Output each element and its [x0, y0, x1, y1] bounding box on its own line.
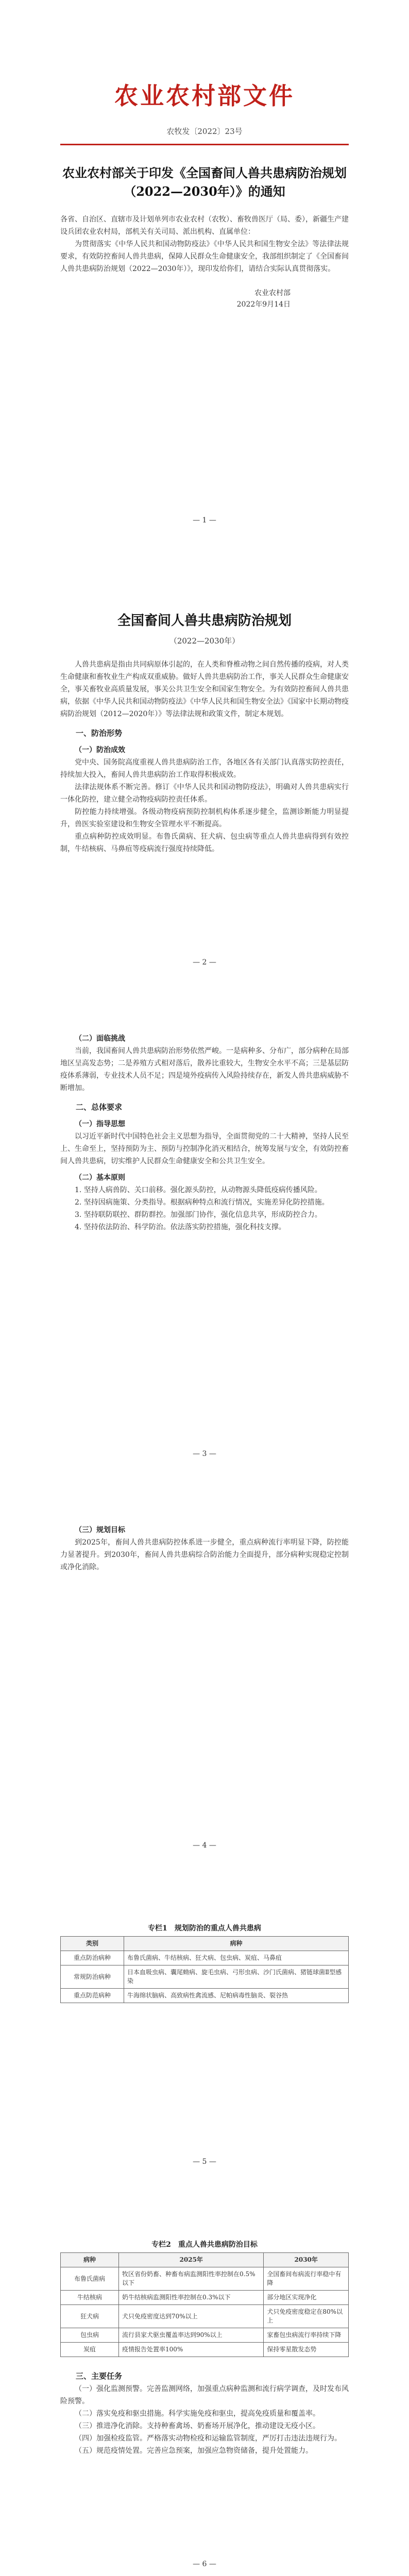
table-cell: 犬只免疫密度达到70%以上 — [119, 2305, 264, 2328]
body-paragraph: 防控能力持续增强。各级动物疫病预防控制机构体系逐步健全，监测诊断能力明显提升，兽医实验室建设和生物安全管理水平不断提高。 — [60, 808, 349, 828]
body-paragraph: 2. 坚持因病施策、分类指导。根据病种特点和流行情况，实施差异化防控措施。 — [75, 1198, 329, 1207]
body-paragraph: 4. 坚持依法防治、科学防治。依法落实防控措施，强化科技支撑。 — [75, 1223, 286, 1231]
focus-disease-table — [60, 1936, 349, 2003]
body-paragraph: 1. 坚持人病兽防、关口前移。强化源头防控，从动物源头降低疫病传播风险。 — [75, 1186, 322, 1194]
signature-date: 2022年9月14日 — [236, 300, 291, 309]
page-number: — 2 — — [193, 958, 216, 967]
table-row — [61, 2343, 349, 2357]
table-cell: 牧区省份奶畜、种畜布病监测阳性率控制在0.5%以下 — [119, 2267, 264, 2291]
table-title: 专栏1 规划防治的重点人兽共患病 — [148, 1924, 261, 1933]
notice-title: 农业农村部关于印发《全国畜间人兽共患病防治规划（2022—2030年）》的通知 — [62, 165, 347, 199]
notice-paragraph: 各省、自治区、直辖市及计划单列市农业农村（农牧）、畜牧兽医厅（局、委），新疆生产建设兵团农业农村局，部机关有关司局、派出机构、直属单位： — [60, 215, 349, 236]
table-row — [61, 2267, 349, 2291]
target-table — [60, 2252, 349, 2357]
table-cell: 炭疽 — [61, 2343, 119, 2357]
body-paragraph: 以习近平新时代中国特色社会主义思想为指导，全面贯彻党的二十大精神，坚持人民至上、生命至上，坚持预防为主、预防与控制净化消灭相结合，统筹发展与安全，有效防控畜间人兽共患病，切实维护人民群众生命健康安全和公共卫生安全。 — [60, 1132, 349, 1165]
table-title: 专栏2 重点人兽共患病防治目标 — [151, 2241, 258, 2249]
page-number: — 6 — — [193, 2560, 216, 2568]
table-cell: 疫情报告处置率100% — [119, 2343, 264, 2357]
table-header: 病种 — [61, 2253, 119, 2267]
table-header: 类别 — [61, 1937, 124, 1951]
body-paragraph: 当前，我国畜间人兽共患病防治形势依然严峻。一是病种多、分布广，部分病种在局部地区呈高发态势；二是养殖方式相对落后，散养比重较大，生物安全水平不高；三是基层防疫体系薄弱，专业技术人员不足；四是境外疫病传入风险持续存在，新发人兽共患病威胁不断增加。 — [60, 1047, 349, 1092]
table-cell: 保持零星散发态势 — [264, 2343, 349, 2357]
section-heading: 一、防治形势 — [76, 728, 123, 738]
document-number: 农牧发〔2022〕23号 — [166, 127, 243, 136]
table-cell: 布鲁氏菌病 — [61, 2267, 119, 2291]
intro-paragraph: 人兽共患病是指由共同病原体引起的，在人类和脊椎动物之间自然传播的疫病，对人类生命健康和畜牧业生产构成双重威胁。做好人兽共患病防治工作，事关人民群众生命健康安全，事关畜牧业高质量发展，事关公共卫生安全和国家生物安全。为有效防控畜间人兽共患病，依据《中华人民共和国动物防疫法》《中华人民共和国生物安全法》《国家中长期动物疫病防治规划（2012—2020年）》等法律法规和政策文件，制定本规划。 — [60, 660, 349, 718]
plan-title: 全国畜间人兽共患病防治规划 — [117, 613, 292, 629]
table-row — [61, 2291, 349, 2305]
table-cell: 常规防治病种 — [61, 1965, 124, 1989]
table-header: 2025年 — [119, 2253, 264, 2267]
table-cell: 布鲁氏菌病、牛结核病、狂犬病、包虫病、炭疽、马鼻疽 — [124, 1951, 349, 1965]
body-paragraph: （四）加强检疫监管。严格落实动物检疫和运输监管制度，严厉打击违法违规行为。 — [75, 2434, 342, 2443]
table-cell: 日本血吸虫病、囊尾蚴病、旋毛虫病、弓形虫病、沙门氏菌病、猪链球菌Ⅱ型感染 — [124, 1965, 349, 1989]
table-cell: 重点防治病种 — [61, 1951, 124, 1965]
body-paragraph: 到2025年，畜间人兽共患病防控体系进一步健全，重点病种流行率明显下降，防控能力显著提升。到2030年，畜间人兽共患病综合防治能力全面提升，部分病种实现稳定控制或净化消除。 — [60, 1538, 349, 1571]
body-paragraph: 3. 坚持联防联控、群防群控。加强部门协作，强化信息共享，形成防控合力。 — [75, 1211, 322, 1219]
table-cell: 包虫病 — [61, 2328, 119, 2343]
body-paragraph: 党中央、国务院高度重视人兽共患病防治工作，各地区各有关部门认真落实防控责任，持续加大投入，畜间人兽共患病防治工作取得积极成效。 — [60, 758, 349, 779]
subsection-heading: （三）规划目标 — [75, 1526, 125, 1534]
table-cell: 重点防范病种 — [61, 1989, 124, 2003]
table-row — [61, 1989, 349, 2003]
red-divider — [60, 144, 349, 145]
table-header: 病种 — [124, 1937, 349, 1951]
body-paragraph: （五）规范疫情处置。完善应急预案，加强应急物资储备，提升处置能力。 — [75, 2447, 313, 2455]
page-number: — 4 — — [193, 1841, 216, 1850]
body-paragraph: （一）强化监测预警。完善监测网络，加强重点病种监测和流行病学调查，及时发布风险预警。 — [60, 2385, 349, 2405]
body-paragraph: 重点病种防控成效明显。布鲁氏菌病、狂犬病、包虫病等重点人兽共患病得到有效控制，牛结核病、马鼻疽等疫病流行强度持续降低。 — [60, 833, 349, 853]
table-header: 2030年 — [264, 2253, 349, 2267]
body-paragraph: （三）推进净化消除。支持种畜禽场、奶畜场开展净化，推动建设无疫小区。 — [75, 2422, 320, 2430]
table-cell: 狂犬病 — [61, 2305, 119, 2328]
table-cell: 家畜包虫病流行率持续下降 — [264, 2328, 349, 2343]
plan-subtitle: （2022—2030年） — [169, 636, 240, 646]
body-paragraph: 法律法规体系不断完善。修订《中华人民共和国动物防疫法》，明确对人兽共患病实行一体化防控，建立健全动物疫病防控责任体系。 — [60, 783, 349, 804]
table-cell: 部分地区实现净化 — [264, 2291, 349, 2305]
table-cell: 犬只免疫密度稳定在80%以上 — [264, 2305, 349, 2328]
signature-org: 农业农村部 — [254, 289, 291, 297]
table-row — [61, 2305, 349, 2328]
table-cell: 全国畜间布病流行率稳中有降 — [264, 2267, 349, 2291]
table-cell: 牛结核病 — [61, 2291, 119, 2305]
table-cell: 牛海绵状脑病、高致病性禽流感、尼帕病毒性脑炎、裂谷热 — [124, 1989, 349, 2003]
table-row — [61, 1951, 349, 1965]
page-number: — 1 — — [193, 516, 216, 524]
masthead: 农业农村部文件 — [114, 82, 295, 110]
table-cell: 奶牛结核病监测阳性率控制在0.3%以下 — [119, 2291, 264, 2305]
subsection-heading: （一）指导思想 — [75, 1120, 125, 1128]
table-cell: 流行县家犬驱虫覆盖率达到90%以上 — [119, 2328, 264, 2343]
subsection-heading: （二）面临挑战 — [75, 1035, 125, 1043]
table-row — [61, 2328, 349, 2343]
section-heading: 三、主要任务 — [76, 2371, 123, 2381]
subsection-heading: （一）防治成效 — [75, 746, 125, 754]
subsection-heading: （二）基本原则 — [75, 1174, 125, 1182]
page-number: — 3 — — [193, 1450, 216, 1458]
page-number: — 5 — — [193, 2158, 216, 2166]
body-paragraph: （二）落实免疫和驱虫措施。科学实施免疫和驱虫，提高免疫质量和覆盖率。 — [75, 2410, 320, 2418]
notice-paragraph: 为贯彻落实《中华人民共和国动物防疫法》《中华人民共和国生物安全法》等法律法规要求，有效防控畜间人兽共患病，保障人民群众生命健康安全，我部组织制定了《全国畜间人兽共患病防治规划（2022—2030年）》，现印发给你们，请结合实际认真贯彻落实。 — [60, 240, 349, 273]
table-row — [61, 1965, 349, 1989]
signature-block — [0, 287, 291, 310]
section-heading: 二、总体要求 — [76, 1103, 123, 1112]
